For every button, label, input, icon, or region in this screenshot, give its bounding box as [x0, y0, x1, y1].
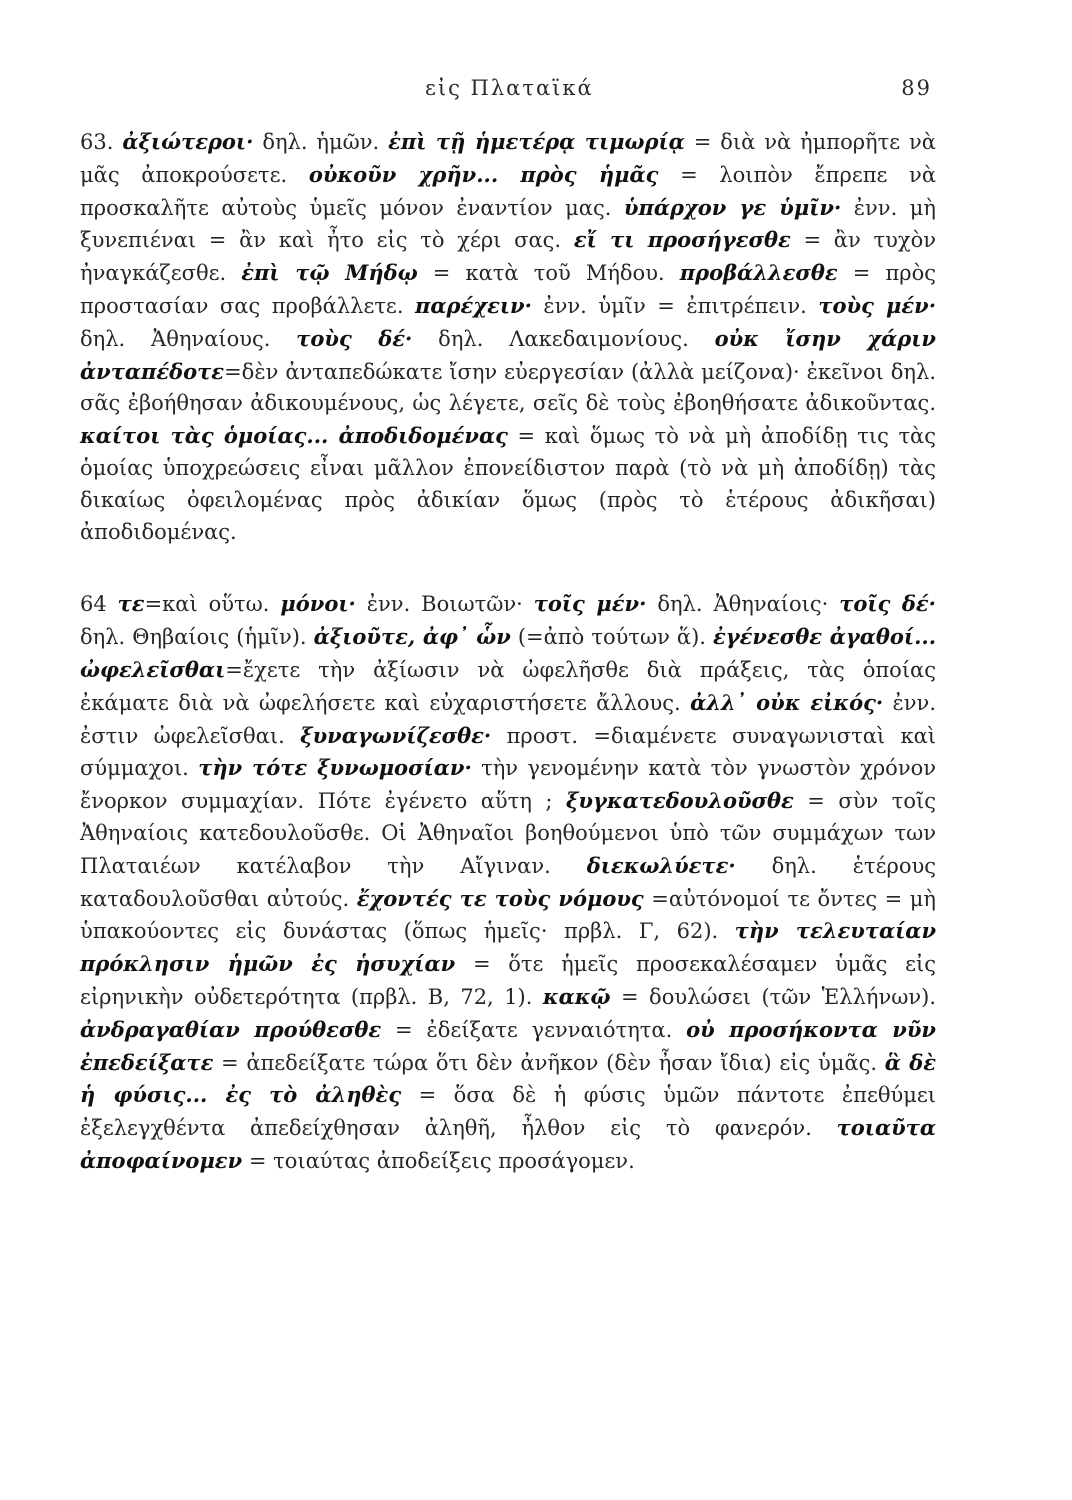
gloss: = καὶ ὅμως τὸ νὰ μὴ ἀποδίδῃ τις τὰς ὁμοίας ὑποχρεώσεις εἶναι μᾶλλον ἐπονείδιστον παρὰ (τὸ νὰ μὴ ἀποδίδῃ) τὰς δικαίως ὀφειλομένας πρὸς ἀδικίαν ὅμως (πρὸς τὸ ἑτέρους ἀδικῆσαι) ἀποδιδομένας. — [80, 424, 937, 544]
lemma: ὑπάρχον γε ὑμῖν· — [623, 194, 842, 220]
gloss: δηλ. ἑτέρους καταδουλοῦσθαι αὐτούς. — [80, 853, 936, 911]
lemma: τοιαῦτα ἀποφαίνομεν — [80, 1115, 936, 1173]
note-63 — [80, 126, 936, 548]
lemma: ἀνδραγαθίαν προύθεσθε — [80, 1016, 382, 1042]
lemma: τε — [117, 591, 145, 617]
gloss: = κατὰ τοῦ Μήδου. — [417, 261, 680, 286]
lemma: τοῖς μέν· — [533, 591, 647, 617]
lemma: οὐ προσήκοντα νῦν ἐπεδείξατε — [80, 1016, 936, 1075]
commentary-notes — [80, 126, 936, 1178]
gloss: ἐνν. ὑμῖν = ἐπιτρέπειν. — [531, 293, 819, 318]
gloss: = σὺν τοῖς Ἀθηναίοις κατεδουλοῦσθε. Οἱ Ἀθηναῖοι βοηθούμενοι ὑπὸ τῶν συμμάχων των Πλαταιέων κατέλαβον τὴν Αἴγιναν. — [80, 789, 936, 878]
gloss: δηλ. ἡμῶν. — [253, 130, 389, 154]
lemma: ἀξιοῦτε, ἀφ᾽ ὧν — [313, 624, 511, 650]
lemma: τοὺς μέν· — [818, 292, 937, 318]
lemma: ἐπὶ τῇ ἡμετέρᾳ τιμωρίᾳ — [388, 129, 685, 154]
gloss: =ἔχετε τὴν ἀξίωσιν νὰ ὠφελῆσθε διὰ πράξεις, τὰς ὁποίας ἐκάματε διὰ νὰ ὠφελήσετε καὶ εὐχαριστήσετε ἄλλους. — [80, 657, 936, 715]
lemma: ξυγκατεδουλοῦσθε — [565, 788, 794, 814]
gloss: = δουλώσει (τῶν Ἑλλήνων). — [610, 984, 936, 1009]
note-64 — [80, 588, 936, 1177]
lemma: τὴν τότε ξυνωμοσίαν· — [198, 755, 472, 781]
gloss: (=ἀπὸ τούτων ἅ). — [510, 625, 714, 650]
gloss: = ἀπεδείξατε τώρα ὅτι δὲν ἀνῆκον (δὲν ἦσαν ἴδια) εἰς ὑμᾶς. — [213, 1050, 885, 1075]
gloss: δηλ. Ἀθηναίους. — [80, 326, 297, 351]
gloss: =αὐτόνομοί τε ὄντες = μὴ ὑπακούοντες εἰς δυνάστας (ὅπως ἡμεῖς· πρβλ. Γ, 62). — [80, 886, 937, 944]
lemma: τὴν τελευταίαν πρόκλησιν ἡμῶν ἐς ἡσυχίαν — [80, 918, 937, 977]
lemma: καίτοι τὰς ὁμοίας... ἀποδιδομένας — [80, 423, 508, 449]
gloss: = ἐδείξατε γενναιότητα. — [381, 1017, 687, 1042]
lemma: τοὺς δέ· — [296, 325, 413, 351]
gloss: δηλ. Θηβαίοις (ἡμῖν). — [80, 625, 314, 650]
gloss: =δὲν ἀνταπεδώκατε ἴσην εὐεργεσίαν (ἀλλὰ μείζονα)· ἐκεῖνοι δηλ. σᾶς ἐβοήθησαν ἀδικουμένους, ὡς λέγετε, σεῖς δὲ τοὺς ἐβοηθήσατε ἀδικοῦντας. — [80, 359, 936, 416]
gloss: = ἂν τυχὸν ἠναγκάζεσθε. — [80, 228, 936, 286]
gloss: = ὅτε ἡμεῖς προσεκαλέσαμεν ὑμᾶς εἰς εἰρηνικὴν οὐδετερότητα (πρβλ. Β, 72, 1). — [80, 952, 936, 1009]
lemma: ἃ δὲ ἡ φύσις... ἐς τὸ ἀληθὲς — [80, 1049, 936, 1108]
lemma: τοῖς δέ· — [839, 591, 936, 617]
gloss: ἐνν. ἐστιν ὠφελεῖσθαι. — [80, 690, 936, 748]
lemma: ἀλλ᾽ οὐκ εἰκός· — [690, 689, 884, 715]
note-number: 63. — [80, 130, 114, 154]
lemma: ἐγένεσθε ἀγαθοί... ὠφελεῖσθαι — [80, 624, 936, 682]
lemma: ἔχοντές τε τοὺς νόμους — [356, 885, 644, 911]
gloss: προστ. =διαμένετε συναγωνισταὶ καὶ σύμμαχοι. — [80, 723, 936, 781]
note-number: 64 — [80, 592, 107, 617]
lemma: οὐκ ἴσην χάριν ἀνταπέδοτε — [80, 325, 936, 384]
gloss: =καὶ οὕτω. — [144, 592, 281, 617]
lemma: προβάλλεσθε — [679, 260, 838, 286]
lemma: μόνοι· — [280, 591, 356, 617]
gloss: = πρὸς προστασίαν σας προβάλλετε. — [80, 261, 937, 318]
page-number: 89 — [901, 76, 932, 100]
gloss: ἐνν. Βοιωτῶν· — [355, 592, 534, 617]
running-title: εἰς Πλαταϊκά — [425, 76, 594, 100]
gloss: τὴν γενομένην κατὰ τὸν γνωστὸν χρόνον ἔνορκον συμμαχίαν. Πότε ἐγένετο αὕτη ; — [80, 756, 937, 814]
lemma: διεκωλύετε· — [586, 852, 736, 878]
gloss: = διὰ νὰ ἠμπορῆτε νὰ μᾶς ἀποκρούσετε. — [80, 130, 936, 187]
lemma: ἀξιώτεροι· — [122, 129, 254, 154]
lemma: ξυναγωνίζεσθε· — [300, 722, 492, 748]
lemma: οὐκοῦν χρῆν... πρὸς ἡμᾶς — [308, 161, 659, 187]
gloss: = τοιαύτας ἀποδείξεις προσάγομεν. — [242, 1148, 635, 1173]
lemma: κακῷ — [542, 983, 611, 1009]
gloss: = λοιπὸν ἔπρεπε νὰ προσκαλῆτε αὐτοὺς ὑμεῖς μόνον ἐναντίον μας. — [80, 162, 936, 220]
lemma: παρέχειν· — [415, 292, 532, 318]
lemma: εἴ τι προσήγεσθε — [573, 227, 791, 253]
gloss: ἐνν. μὴ ξυνεπιέναι = ἂν καὶ ἦτο εἰς τὸ χέρι σας. — [80, 195, 936, 253]
gloss: δηλ. Ἀθηναίοις· — [646, 592, 840, 617]
lemma: ἐπὶ τῷ Μήδῳ — [241, 260, 418, 286]
gloss: δηλ. Λακεδαιμονίους. — [412, 326, 715, 351]
running-header — [0, 72, 1072, 108]
gloss: = ὅσα δὲ ἡ φύσις ὑμῶν πάντοτε ἐπεθύμει ἐξελεγχθέντα ἀπεδείχθησαν ἀληθῆ, ἦλθον εἰς τὸ φανερόν. — [80, 1083, 936, 1141]
